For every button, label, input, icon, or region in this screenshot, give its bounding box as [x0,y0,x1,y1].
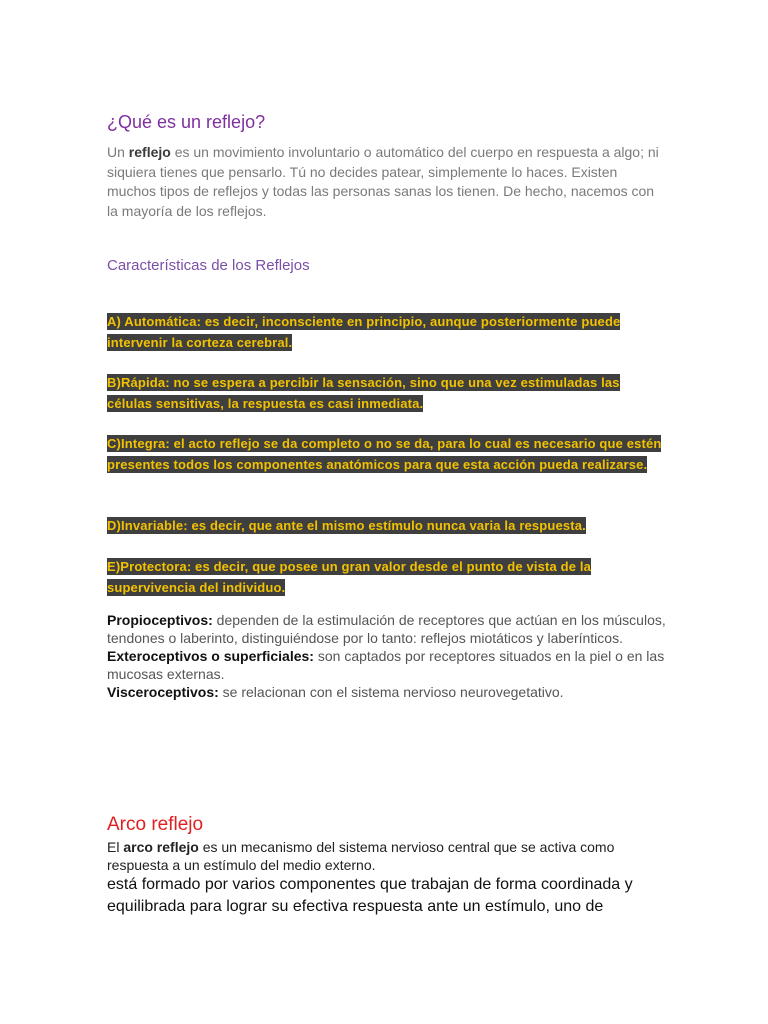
reflex-types-list [107,611,667,701]
characteristic-item-c [107,433,667,475]
arco-p1-pre: El [107,839,124,855]
arco-p1-bold: arco reflejo [123,839,199,855]
reflex-title: ¿Qué es un reflejo? [107,112,266,132]
intro-bold-term: reflejo [128,144,171,160]
reflex-intro [107,143,662,221]
arco-reflejo-definition [107,838,667,874]
highlighted-text: A) Automática: es decir, inconsciente en principio, aunque posteriormente puede intervenir la corteza cerebral. [107,314,621,350]
arco-reflejo-title: Arco reflejo [107,814,204,835]
intro-post: es un movimiento involuntario o automático del cuerpo en respuesta a algo; ni siquiera tienes que pensarlo. Tú no decides patear, simplemente lo haces. Existen muchos tipos de reflejos y todas las personas sanas los tienen. De hecho, nacemos con la mayoría de los reflejos. [107,144,659,219]
type-desc-propioceptivos: dependen de la estimulación de receptores que actúan en los músculos, tendones o laberinto, distinguiéndose por lo tanto: reflejos miotáticos y laberínticos. [107,612,666,646]
highlighted-text: E)Protectora: es decir, que posee un gran valor desde el punto de vista de la supervivencia del individuo. [107,559,592,595]
type-desc-exteroceptivos: son captados por receptores situados en la piel o en las mucosas externas. [107,648,665,682]
arco-p1-post: es un mecanismo del sistema nervioso central que se activa como respuesta a un estímulo del medio externo. [107,839,615,873]
characteristic-item-d [107,515,667,536]
characteristic-item-b [107,372,667,414]
arco-reflejo-components: está formado por varios componentes que trabajan de forma coordinada y equilibrada para lograr su efectiva respuesta ante un estímulo, uno de [107,876,633,915]
characteristic-item-e [107,556,667,598]
characteristic-item-a [107,311,667,353]
intro-pre: Un [107,144,129,160]
type-term-propioceptivos: Propioceptivos: [107,612,213,628]
characteristics-title: Características de los Reflejos [107,257,310,274]
highlighted-text: D)Invariable: es decir, que ante el mismo estímulo nunca varia la respuesta. [107,518,586,533]
highlighted-text: B)Rápida: no se espera a percibir la sensación, sino que una vez estimuladas las células sensitivas, la respuesta es casi inmediata. [107,375,620,411]
type-term-visceroceptivos: Visceroceptivos: [107,684,219,700]
type-term-exteroceptivos: Exteroceptivos o superficiales: [107,648,314,664]
highlighted-text: C)Integra: el acto reflejo se da completo o no se da, para lo cual es necesario que estén presentes todos los componentes anatómicos para que esta acción pueda realizarse. [107,436,662,472]
type-desc-visceroceptivos: se relacionan con el sistema nervioso neurovegetativo. [218,684,564,700]
